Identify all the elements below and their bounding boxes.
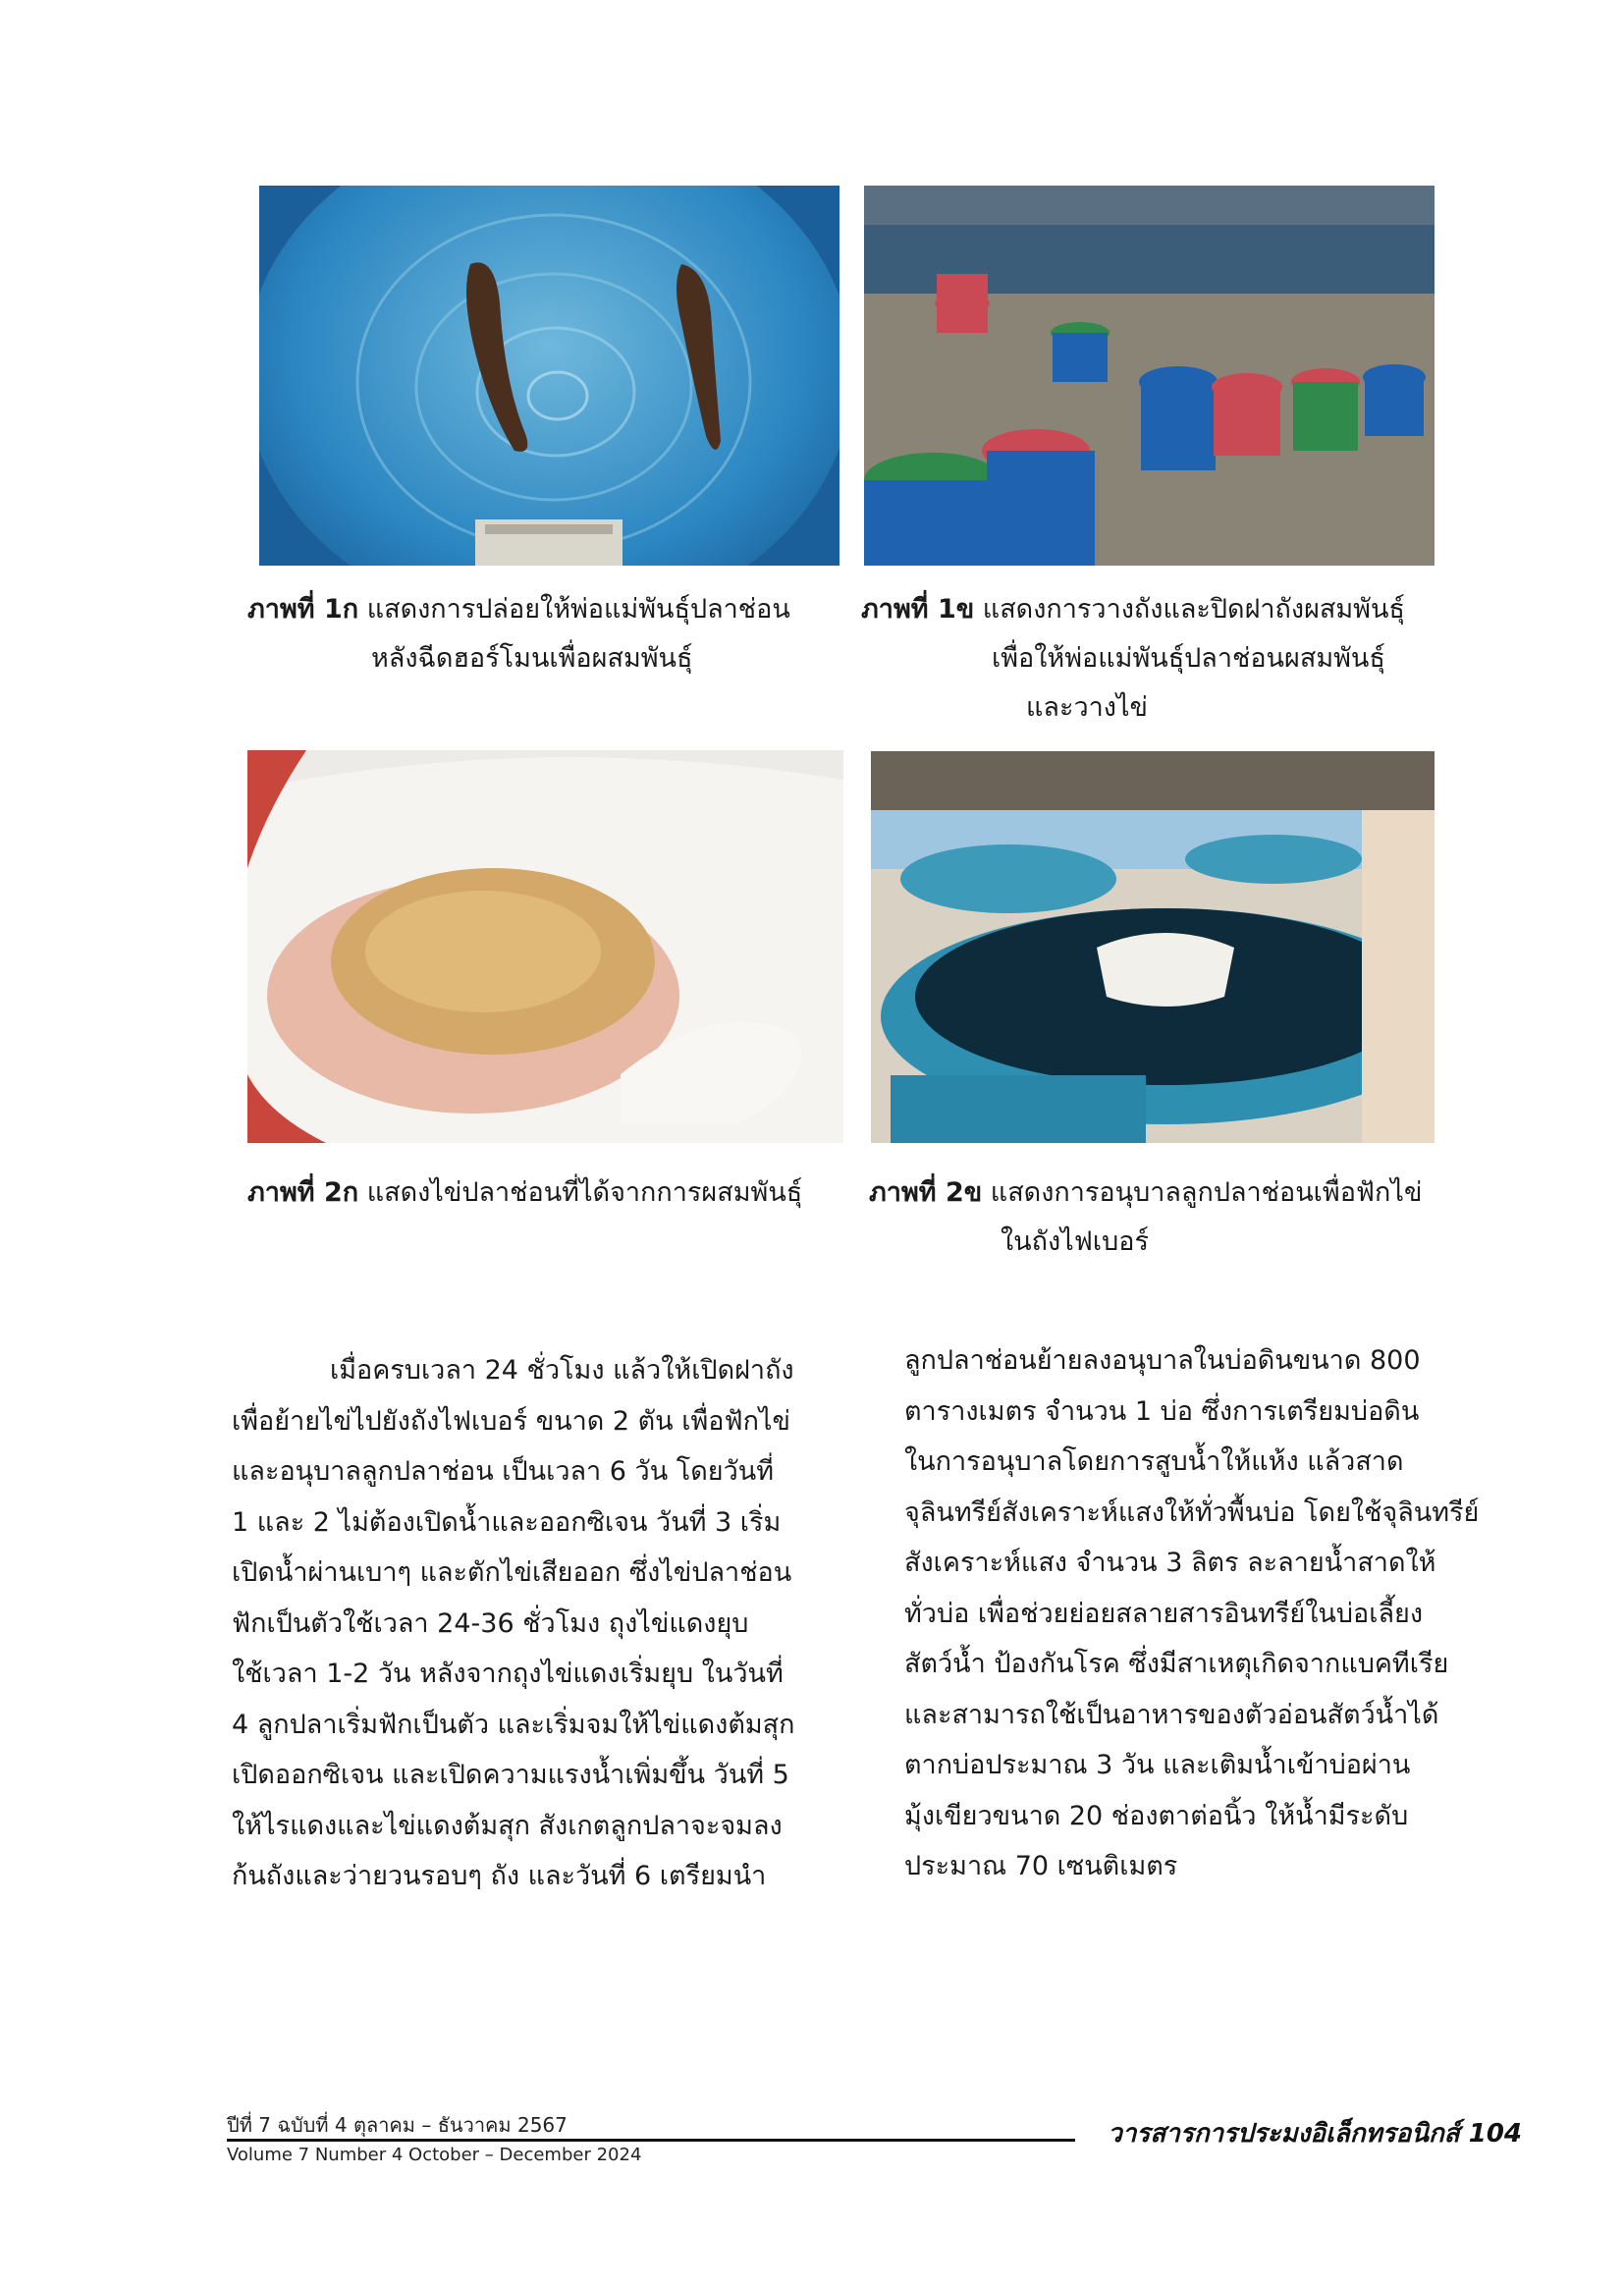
paragraph-line: 4 ลูกปลาเริ่มฟักเป็นตัว และเริ่มจมให้ไข่แดงต้มสุก (232, 1709, 795, 1740)
figure-2b-photo (871, 751, 1435, 1143)
body-right-column (904, 1335, 1493, 1892)
paragraph-line: และสามารถใช้เป็นอาหารของตัวอ่อนสัตว์น้ำได้ (904, 1699, 1439, 1730)
figure-2a-photo (247, 750, 843, 1143)
paragraph-line: เปิดน้ำผ่านเบาๆ และตักไข่เสียออก ซึ่งไข่ปลาช่อน (232, 1557, 792, 1588)
paragraph-line: ตารางเมตร จำนวน 1 บ่อ ซึ่งการเตรียมบ่อดิน (904, 1395, 1420, 1427)
paragraph-line: เพื่อย้ายไข่ไปยังถังไฟเบอร์ ขนาด 2 ตัน เพื่อฟักไข่ (232, 1405, 790, 1437)
footer-issue-english: Volume 7 Number 4 October – December 2024 (227, 2145, 642, 2165)
body-left-column (232, 1345, 821, 1902)
paragraph-line: ใช้เวลา 1-2 วัน หลังจากถุงไข่แดงเริ่มยุบ ในวันที่ (232, 1659, 784, 1689)
figure-label: ภาพที่ 1ข (861, 594, 975, 625)
caption-line: และวางไข่ (1026, 692, 1148, 723)
paragraph-line: ในการอนุบาลโดยการสูบน้ำให้แห้ง แล้วสาด (904, 1446, 1404, 1477)
paragraph-line: ทั่วบ่อ เพื่อช่วยย่อยสลายสารอินทรีย์ในบ่อเลี้ยง (904, 1598, 1424, 1629)
figure-1b-caption (861, 585, 1450, 733)
paragraph-line: สัตว์น้ำ ป้องกันโรค ซึ่งมีสาเหตุเกิดจากแบคทีเรีย (904, 1649, 1449, 1679)
figure-1a-caption (247, 585, 837, 683)
paragraph-line: สังเคราะห์แสง จำนวน 3 ลิตร ละลายน้ำสาดให้ (904, 1548, 1436, 1578)
paragraph-line: ฟักเป็นตัวใช้เวลา 24-36 ชั่วโมง ถุงไข่แดงยุบ (232, 1607, 749, 1639)
paragraph-line: และอนุบาลลูกปลาช่อน เป็นเวลา 6 วัน โดยวันที่ (232, 1456, 775, 1487)
figure-1a-photo (259, 186, 839, 566)
figure-2b-caption (869, 1169, 1458, 1267)
footer-issue-thai: ปีที่ 7 ฉบับที่ 4 ตุลาคม – ธันวาคม 2567 (227, 2113, 568, 2137)
paragraph-line: ประมาณ 70 เซนติเมตร (904, 1851, 1178, 1881)
figure-label: ภาพที่ 1ก (247, 594, 359, 625)
paragraph-line: จุลินทรีย์สังเคราะห์แสงให้ทั่วพื้นบ่อ โดยใช้จุลินทรีย์ (904, 1497, 1480, 1528)
caption-line: เพื่อให้พ่อแม่พันธุ์ปลาช่อนผสมพันธุ์ (992, 643, 1385, 674)
figure-label: ภาพที่ 2ข (869, 1177, 983, 1208)
figure-2a-caption (247, 1169, 856, 1218)
caption-line: แสดงไข่ปลาช่อนที่ได้จากการผสมพันธุ์ (366, 1177, 803, 1208)
paragraph-line: มุ้งเขียวขนาด 20 ช่องตาต่อนิ้ว ให้น้ำมีระดับ (904, 1800, 1409, 1831)
paragraph-line: 1 และ 2 ไม่ต้องเปิดน้ำและออกซิเจน วันที่ 3 เริ่ม (232, 1506, 782, 1538)
caption-line: แสดงการวางถังและปิดฝาถังผสมพันธุ์ (982, 594, 1405, 625)
paragraph-line: เมื่อครบเวลา 24 ชั่วโมง แล้วให้เปิดฝาถัง (330, 1355, 794, 1386)
caption-line: หลังฉีดฮอร์โมนเพื่อผสมพันธุ์ (371, 643, 693, 674)
figure-label: ภาพที่ 2ก (247, 1177, 359, 1208)
paragraph-line: ลูกปลาช่อนย้ายลงอนุบาลในบ่อดินขนาด 800 (904, 1345, 1421, 1376)
footer-journal-title: วารสารการประมงอิเล็กทรอนิกส์ 104 (1108, 2119, 1522, 2149)
paragraph-line: ก้นถังและว่ายวนรอบๆ ถัง และวันที่ 6 เตรียมนำ (232, 1861, 767, 1891)
figure-1b-photo (864, 186, 1435, 566)
caption-line: แสดงการปล่อยให้พ่อแม่พันธุ์ปลาช่อน (366, 594, 790, 625)
paragraph-line: เปิดออกซิเจน และเปิดความแรงน้ำเพิ่มขึ้น วันที่ 5 (232, 1760, 789, 1790)
paragraph-line: ให้ไรแดงและไข่แดงต้มสุก สังเกตลูกปลาจะจมลง (232, 1810, 783, 1841)
caption-line: ในถังไฟเบอร์ (1001, 1226, 1149, 1257)
paragraph-line: ตากบ่อประมาณ 3 วัน และเติมน้ำเข้าบ่อผ่าน (904, 1750, 1411, 1780)
caption-line: แสดงการอนุบาลลูกปลาช่อนเพื่อฟักไข่ (990, 1177, 1423, 1208)
footer-divider (227, 2139, 1075, 2142)
